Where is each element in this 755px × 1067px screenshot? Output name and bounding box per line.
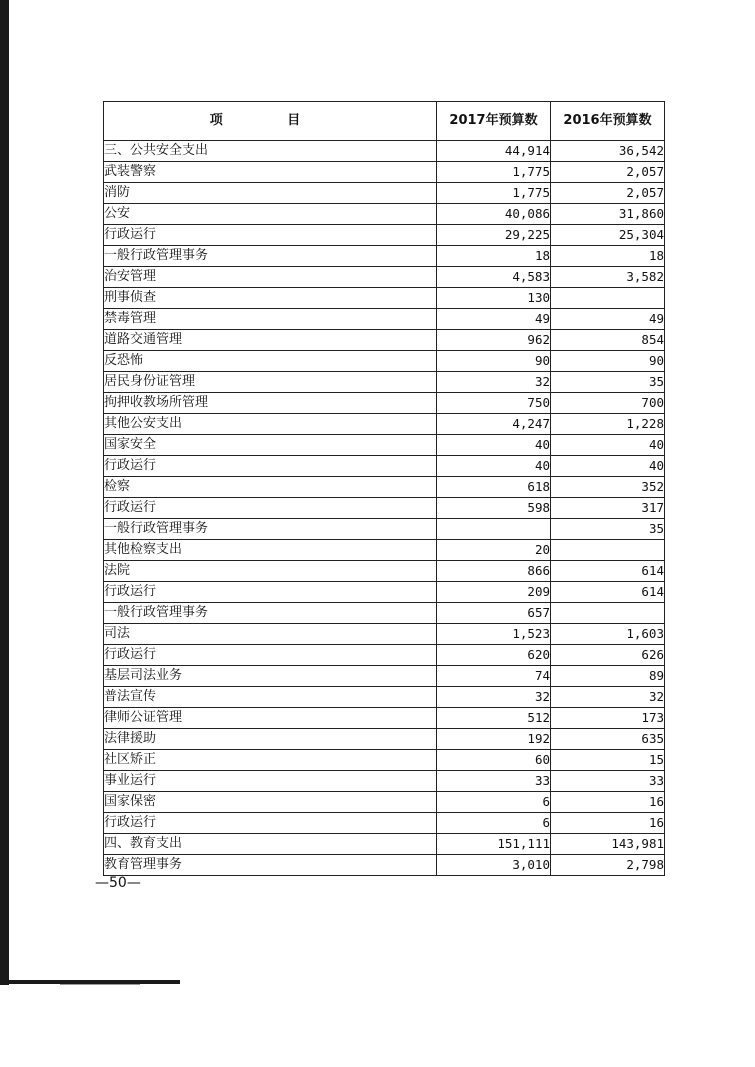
row-value-2017: 40 [437, 456, 551, 477]
row-label: 公安 [104, 204, 437, 225]
row-label: 法律援助 [104, 729, 437, 750]
table-row [104, 246, 665, 267]
row-value-2017: 151,111 [437, 834, 551, 855]
table-row [104, 729, 665, 750]
row-value-2016: 31,860 [551, 204, 665, 225]
header-item: 项 目 [104, 102, 437, 141]
row-value-2016: 35 [551, 519, 665, 540]
row-value-2016: 700 [551, 393, 665, 414]
row-label: 一般行政管理事务 [104, 246, 437, 267]
table-row [104, 330, 665, 351]
table-row [104, 162, 665, 183]
table-row [104, 477, 665, 498]
row-value-2017: 6 [437, 792, 551, 813]
table-row [104, 603, 665, 624]
table-row [104, 750, 665, 771]
header-2017: 2017年预算数 [437, 102, 551, 141]
row-value-2017: 192 [437, 729, 551, 750]
row-value-2017: 60 [437, 750, 551, 771]
table-row [104, 519, 665, 540]
row-value-2017: 49 [437, 309, 551, 330]
row-value-2017 [437, 519, 551, 540]
row-value-2017: 4,247 [437, 414, 551, 435]
table-row [104, 393, 665, 414]
row-label: 其他检察支出 [104, 540, 437, 561]
row-label: 消防 [104, 183, 437, 204]
row-value-2016 [551, 603, 665, 624]
row-value-2017: 33 [437, 771, 551, 792]
table-row [104, 582, 665, 603]
row-label: 司法 [104, 624, 437, 645]
table-row [104, 456, 665, 477]
row-value-2017: 620 [437, 645, 551, 666]
row-label: 社区矫正 [104, 750, 437, 771]
table-row [104, 708, 665, 729]
row-label: 基层司法业务 [104, 666, 437, 687]
row-value-2016: 635 [551, 729, 665, 750]
row-label: 四、教育支出 [104, 834, 437, 855]
table-row [104, 204, 665, 225]
table-row [104, 288, 665, 309]
row-label: 行政运行 [104, 225, 437, 246]
row-label: 反恐怖 [104, 351, 437, 372]
row-label: 行政运行 [104, 456, 437, 477]
row-label: 检察 [104, 477, 437, 498]
row-value-2016: 40 [551, 456, 665, 477]
row-label: 国家保密 [104, 792, 437, 813]
table-row [104, 834, 665, 855]
row-label: 行政运行 [104, 498, 437, 519]
row-label: 其他公安支出 [104, 414, 437, 435]
row-value-2016 [551, 540, 665, 561]
table-row [104, 666, 665, 687]
row-label: 治安管理 [104, 267, 437, 288]
table-row [104, 183, 665, 204]
row-label: 一般行政管理事务 [104, 603, 437, 624]
row-label: 行政运行 [104, 582, 437, 603]
table-body [104, 141, 665, 876]
row-label: 国家安全 [104, 435, 437, 456]
row-label: 三、公共安全支出 [104, 141, 437, 162]
row-value-2016: 35 [551, 372, 665, 393]
row-value-2016: 32 [551, 687, 665, 708]
table-row [104, 372, 665, 393]
row-value-2016: 90 [551, 351, 665, 372]
row-label: 武装警察 [104, 162, 437, 183]
table-row [104, 309, 665, 330]
row-value-2017: 657 [437, 603, 551, 624]
row-value-2016: 40 [551, 435, 665, 456]
table-row [104, 855, 665, 876]
row-value-2016: 614 [551, 582, 665, 603]
row-value-2016: 2,798 [551, 855, 665, 876]
table-row [104, 141, 665, 162]
table-row [104, 414, 665, 435]
table-row [104, 225, 665, 246]
row-value-2016: 16 [551, 813, 665, 834]
table-row [104, 792, 665, 813]
scan-edge-left [0, 0, 9, 985]
row-value-2016: 614 [551, 561, 665, 582]
table-row [104, 624, 665, 645]
row-value-2016: 317 [551, 498, 665, 519]
row-value-2017: 32 [437, 687, 551, 708]
row-label: 律师公证管理 [104, 708, 437, 729]
row-value-2016 [551, 288, 665, 309]
row-value-2016: 3,582 [551, 267, 665, 288]
row-label: 行政运行 [104, 813, 437, 834]
table-row [104, 771, 665, 792]
row-value-2016: 33 [551, 771, 665, 792]
table-row [104, 813, 665, 834]
row-label: 普法宣传 [104, 687, 437, 708]
row-value-2017: 40 [437, 435, 551, 456]
row-value-2016: 626 [551, 645, 665, 666]
table-row [104, 645, 665, 666]
row-value-2017: 1,775 [437, 162, 551, 183]
table-row [104, 540, 665, 561]
row-value-2017: 32 [437, 372, 551, 393]
row-value-2016: 1,228 [551, 414, 665, 435]
row-value-2017: 4,583 [437, 267, 551, 288]
page-number: —50— [95, 875, 141, 891]
header-2016: 2016年预算数 [551, 102, 665, 141]
row-value-2016: 49 [551, 309, 665, 330]
table-row [104, 351, 665, 372]
table-row [104, 561, 665, 582]
row-label: 禁毒管理 [104, 309, 437, 330]
row-value-2017: 29,225 [437, 225, 551, 246]
scan-edge-faint [60, 984, 140, 985]
row-value-2017: 18 [437, 246, 551, 267]
row-value-2016: 352 [551, 477, 665, 498]
row-value-2017: 512 [437, 708, 551, 729]
row-label: 刑事侦查 [104, 288, 437, 309]
row-value-2017: 618 [437, 477, 551, 498]
row-value-2016: 89 [551, 666, 665, 687]
row-value-2016: 2,057 [551, 183, 665, 204]
row-label: 事业运行 [104, 771, 437, 792]
row-value-2017: 130 [437, 288, 551, 309]
row-label: 教育管理事务 [104, 855, 437, 876]
budget-table [103, 101, 665, 876]
table-header-row [104, 102, 665, 141]
row-value-2017: 74 [437, 666, 551, 687]
row-label: 法院 [104, 561, 437, 582]
row-value-2016: 18 [551, 246, 665, 267]
row-value-2017: 866 [437, 561, 551, 582]
row-value-2017: 1,523 [437, 624, 551, 645]
row-value-2017: 20 [437, 540, 551, 561]
row-value-2016: 173 [551, 708, 665, 729]
row-value-2016: 16 [551, 792, 665, 813]
table-row [104, 687, 665, 708]
row-value-2016: 2,057 [551, 162, 665, 183]
row-value-2016: 143,981 [551, 834, 665, 855]
row-value-2017: 962 [437, 330, 551, 351]
row-value-2017: 90 [437, 351, 551, 372]
row-label: 道路交通管理 [104, 330, 437, 351]
row-label: 居民身份证管理 [104, 372, 437, 393]
row-value-2017: 40,086 [437, 204, 551, 225]
row-value-2016: 36,542 [551, 141, 665, 162]
row-label: 拘押收教场所管理 [104, 393, 437, 414]
table-row [104, 267, 665, 288]
table-row [104, 498, 665, 519]
row-value-2017: 1,775 [437, 183, 551, 204]
table-row [104, 435, 665, 456]
row-value-2017: 598 [437, 498, 551, 519]
row-value-2016: 854 [551, 330, 665, 351]
row-value-2016: 1,603 [551, 624, 665, 645]
row-label: 一般行政管理事务 [104, 519, 437, 540]
row-label: 行政运行 [104, 645, 437, 666]
row-value-2017: 44,914 [437, 141, 551, 162]
row-value-2017: 750 [437, 393, 551, 414]
row-value-2016: 15 [551, 750, 665, 771]
row-value-2017: 3,010 [437, 855, 551, 876]
row-value-2017: 6 [437, 813, 551, 834]
row-value-2017: 209 [437, 582, 551, 603]
row-value-2016: 25,304 [551, 225, 665, 246]
